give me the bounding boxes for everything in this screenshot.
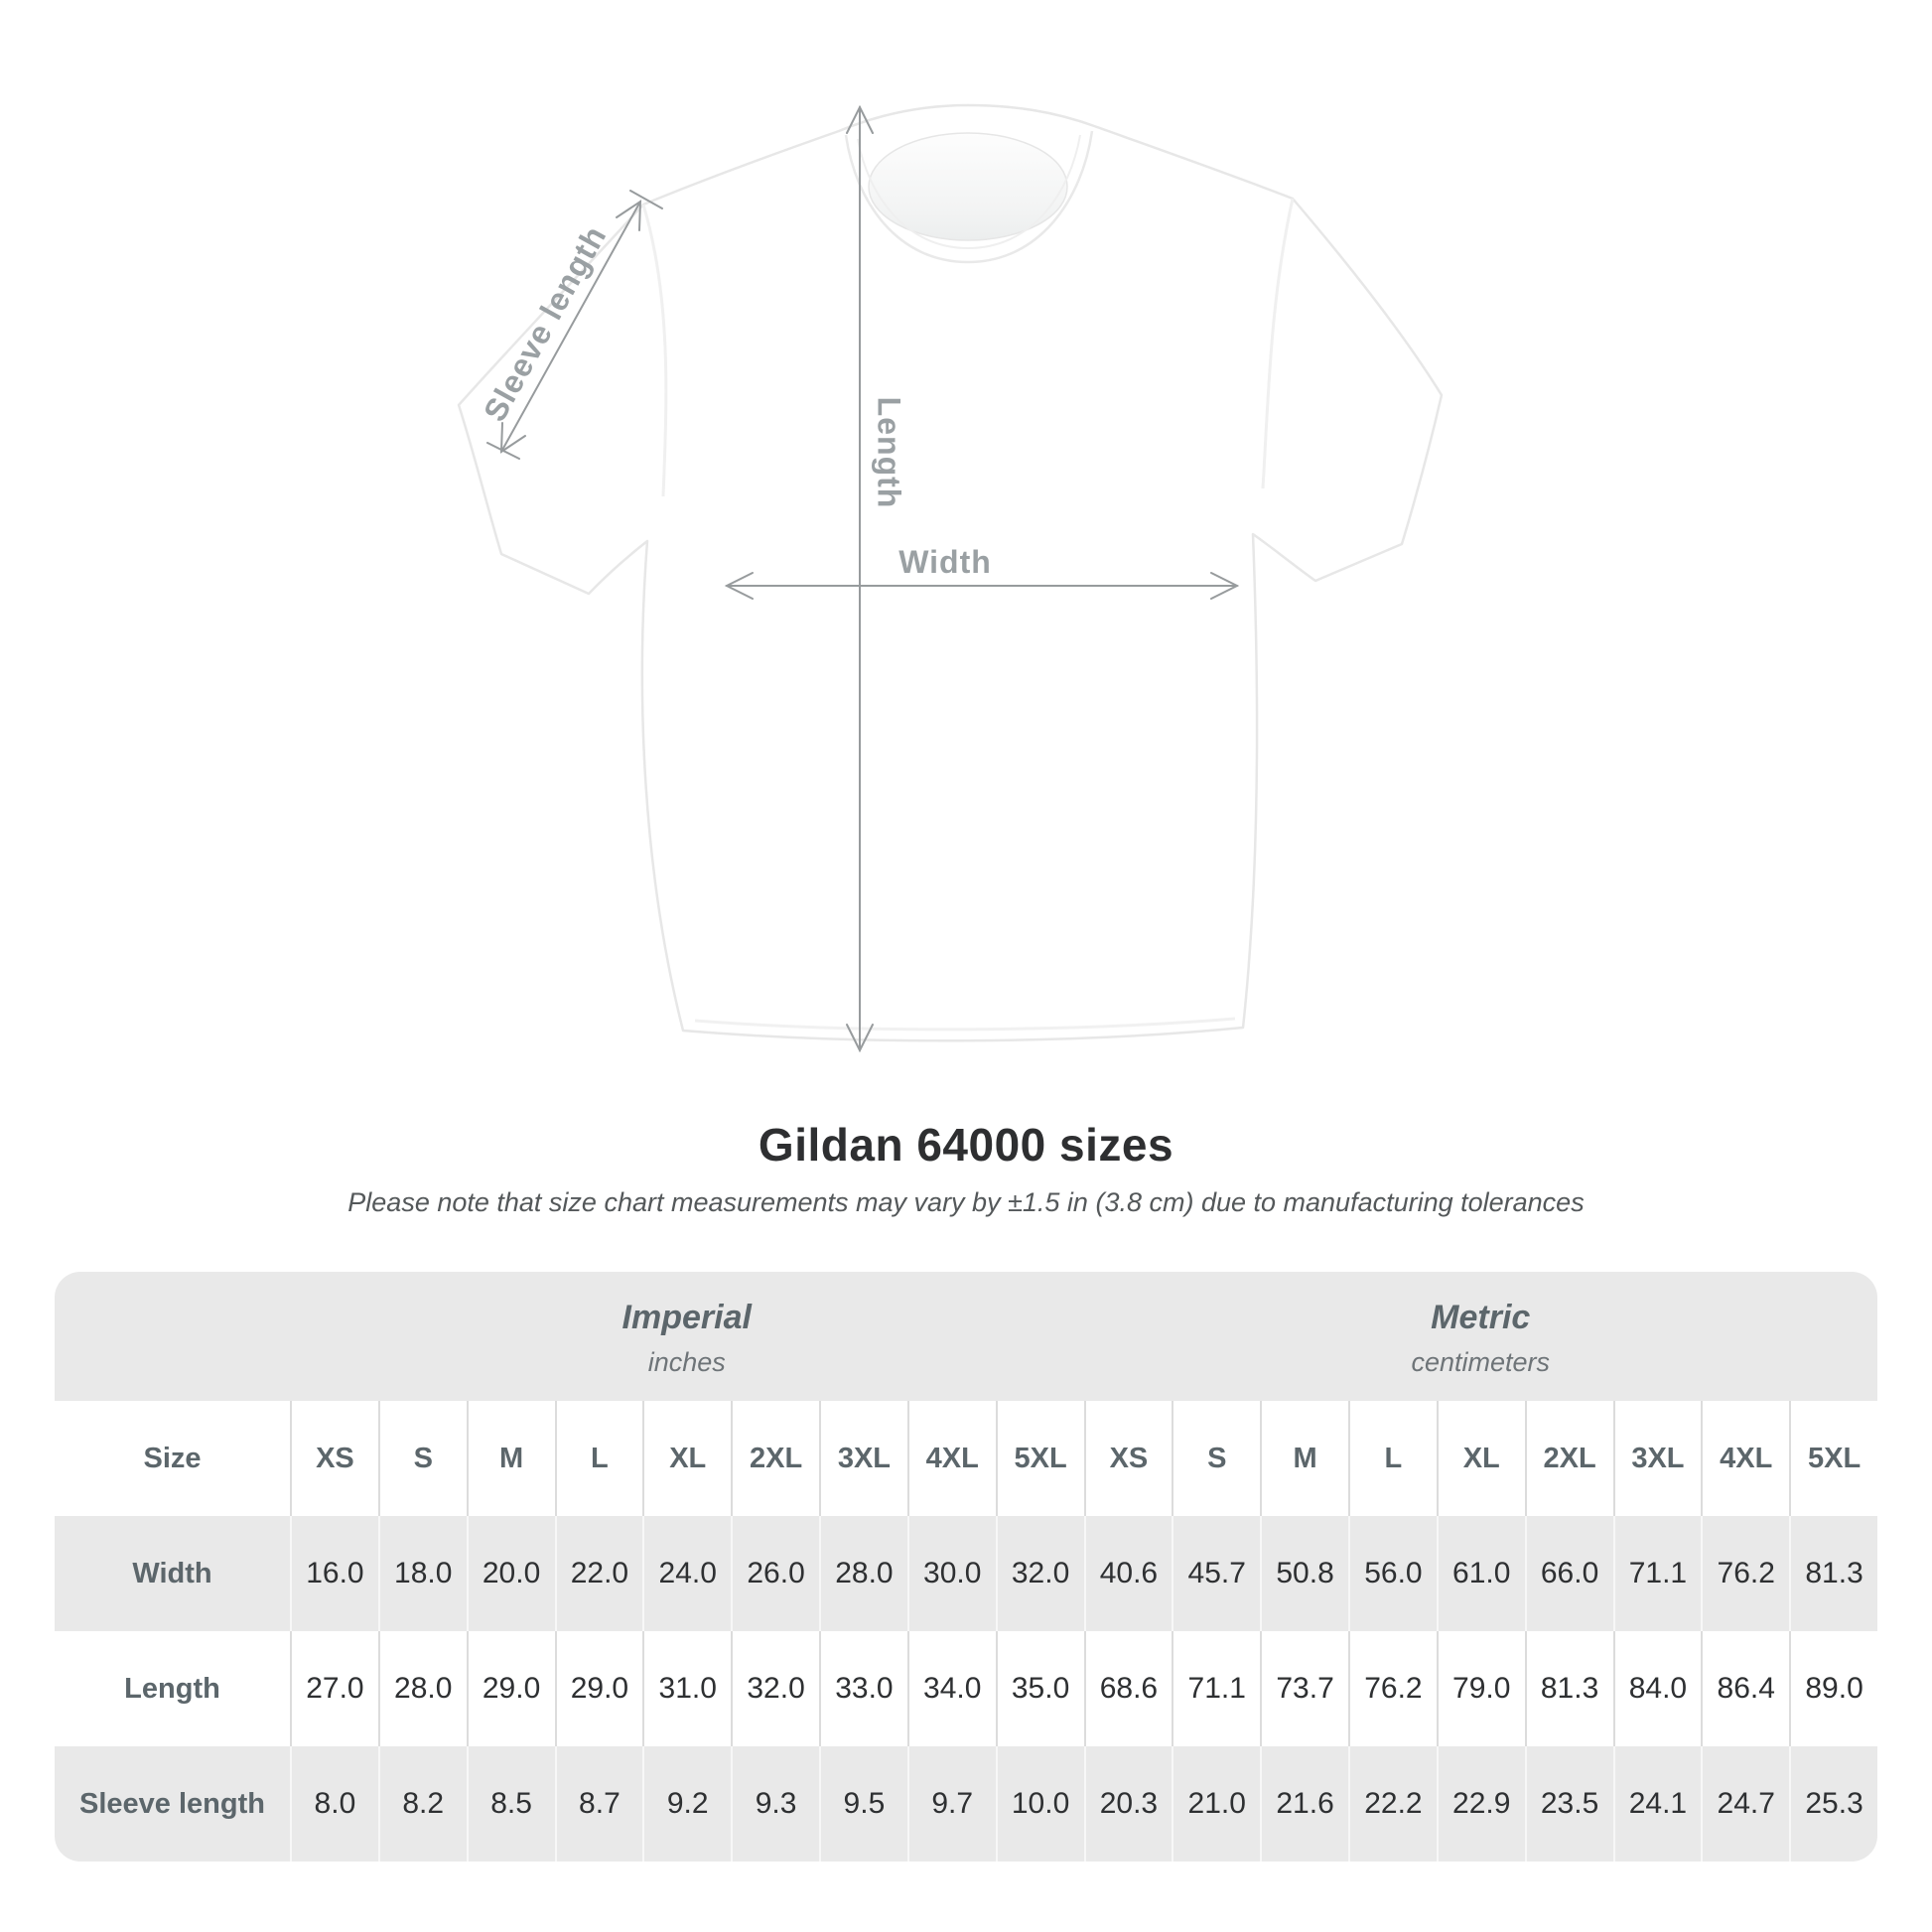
tolerance-note: Please note that size chart measurements may vary by ±1.5 in (3.8 cm) due to manufacturing tolerances	[347, 1187, 1585, 1217]
width-value-cell: 76.2	[1701, 1516, 1789, 1631]
metric-group-name: Metric	[1431, 1299, 1531, 1336]
size-header-cell: XL	[1437, 1401, 1525, 1516]
width-label: Width	[898, 544, 992, 580]
metric-group-header	[1084, 1295, 1878, 1378]
size-column-label: Size	[143, 1442, 202, 1474]
size-header-cell: 4XL	[907, 1401, 996, 1516]
sleeve-length-value-cell: 20.3	[1084, 1746, 1173, 1862]
group-header-spacer	[55, 1272, 290, 1401]
sleeve-length-value-cell: 8.2	[378, 1746, 467, 1862]
width-value-cell: 28.0	[819, 1516, 907, 1631]
table-size-header-row	[55, 1401, 1877, 1516]
size-header-cell: 5XL	[1789, 1401, 1877, 1516]
table-group-header-row	[55, 1272, 1877, 1401]
sleeve-length-value-cell: 9.7	[907, 1746, 996, 1862]
length-value-cell: 29.0	[467, 1631, 555, 1746]
sleeve-length-value-cell: 8.5	[467, 1746, 555, 1862]
size-header-cell: L	[555, 1401, 643, 1516]
sleeve-length-value-cell: 25.3	[1789, 1746, 1877, 1862]
sleeve-length-value-cell: 21.0	[1172, 1746, 1260, 1862]
width-value-cell: 22.0	[555, 1516, 643, 1631]
page-title: Gildan 64000 sizes	[758, 1119, 1174, 1171]
size-header-cell: 5XL	[996, 1401, 1084, 1516]
length-value-cell: 32.0	[731, 1631, 819, 1746]
size-header-cell: S	[378, 1401, 467, 1516]
size-header-cell: 3XL	[1613, 1401, 1702, 1516]
width-value-cell: 26.0	[731, 1516, 819, 1631]
sleeve-length-value-cell: 23.5	[1525, 1746, 1613, 1862]
length-value-cell: 76.2	[1348, 1631, 1437, 1746]
length-value-cell: 29.0	[555, 1631, 643, 1746]
size-header-cell: XS	[1084, 1401, 1173, 1516]
width-value-cell: 32.0	[996, 1516, 1084, 1631]
sleeve-length-value-cell: 22.9	[1437, 1746, 1525, 1862]
title-block	[0, 1118, 1932, 1218]
length-value-cell: 73.7	[1260, 1631, 1348, 1746]
size-header-cell: 2XL	[1525, 1401, 1613, 1516]
length-value-cell: 84.0	[1613, 1631, 1702, 1746]
width-value-cell: 61.0	[1437, 1516, 1525, 1631]
size-header-cell: 2XL	[731, 1401, 819, 1516]
sleeve-length-value-cell: 9.2	[642, 1746, 731, 1862]
length-value-cell: 79.0	[1437, 1631, 1525, 1746]
imperial-group-header	[290, 1295, 1084, 1378]
table-row-length	[55, 1631, 1877, 1746]
length-value-cell: 31.0	[642, 1631, 731, 1746]
table-row-width	[55, 1516, 1877, 1631]
sleeve-length-label: Sleeve length	[476, 219, 614, 428]
metric-group-unit: centimeters	[1411, 1347, 1551, 1377]
width-value-cell: 30.0	[907, 1516, 996, 1631]
table-row-sleeve-length	[55, 1746, 1877, 1862]
row-label-length: Length	[124, 1672, 220, 1705]
sleeve-length-value-cell: 24.1	[1613, 1746, 1702, 1862]
width-value-cell: 66.0	[1525, 1516, 1613, 1631]
sleeve-length-value-cell: 22.2	[1348, 1746, 1437, 1862]
width-value-cell: 18.0	[378, 1516, 467, 1631]
width-value-cell: 50.8	[1260, 1516, 1348, 1631]
size-header-cell: 3XL	[819, 1401, 907, 1516]
sleeve-length-value-cell: 9.5	[819, 1746, 907, 1862]
imperial-group-unit: inches	[647, 1347, 726, 1377]
imperial-group-name: Imperial	[621, 1299, 752, 1336]
length-value-cell: 28.0	[378, 1631, 467, 1746]
width-value-cell: 24.0	[642, 1516, 731, 1631]
length-value-cell: 71.1	[1172, 1631, 1260, 1746]
length-value-cell: 27.0	[290, 1631, 378, 1746]
length-value-cell: 35.0	[996, 1631, 1084, 1746]
size-header-cell: 4XL	[1701, 1401, 1789, 1516]
sleeve-length-value-cell: 21.6	[1260, 1746, 1348, 1862]
size-header-cell: XS	[290, 1401, 378, 1516]
sleeve-length-value-cell: 9.3	[731, 1746, 819, 1862]
size-header-cell: M	[1260, 1401, 1348, 1516]
tshirt-neck-opening	[869, 133, 1067, 240]
sleeve-length-value-cell: 10.0	[996, 1746, 1084, 1862]
length-value-cell: 89.0	[1789, 1631, 1877, 1746]
size-header-cell: S	[1172, 1401, 1260, 1516]
width-value-cell: 56.0	[1348, 1516, 1437, 1631]
length-value-cell: 34.0	[907, 1631, 996, 1746]
size-header-cell: M	[467, 1401, 555, 1516]
length-value-cell: 33.0	[819, 1631, 907, 1746]
size-header-cell: L	[1348, 1401, 1437, 1516]
width-value-cell: 20.0	[467, 1516, 555, 1631]
length-label: Length	[871, 396, 907, 509]
width-value-cell: 16.0	[290, 1516, 378, 1631]
size-header-cell: XL	[642, 1401, 731, 1516]
length-value-cell: 81.3	[1525, 1631, 1613, 1746]
width-value-cell: 45.7	[1172, 1516, 1260, 1631]
sleeve-length-value-cell: 8.7	[555, 1746, 643, 1862]
row-label-sleeve-length: Sleeve length	[79, 1787, 265, 1820]
row-label-width: Width	[132, 1557, 212, 1589]
width-value-cell: 81.3	[1789, 1516, 1877, 1631]
sleeve-length-value-cell: 8.0	[290, 1746, 378, 1862]
width-value-cell: 71.1	[1613, 1516, 1702, 1631]
width-value-cell: 40.6	[1084, 1516, 1173, 1631]
sleeve-length-value-cell: 24.7	[1701, 1746, 1789, 1862]
length-value-cell: 68.6	[1084, 1631, 1173, 1746]
size-table	[55, 1272, 1877, 1862]
length-value-cell: 86.4	[1701, 1631, 1789, 1746]
